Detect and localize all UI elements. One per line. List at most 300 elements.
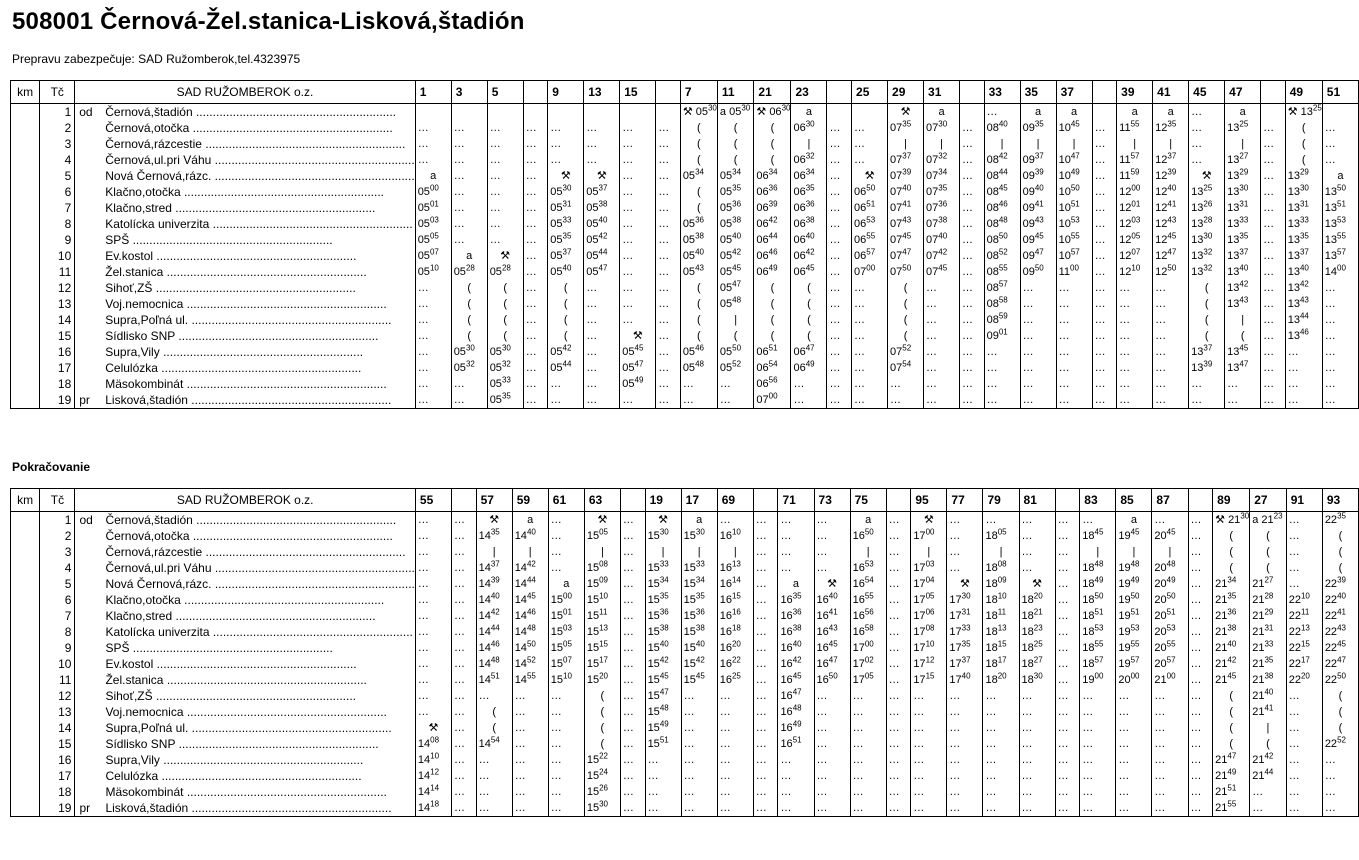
time-cell: …: [1056, 296, 1092, 312]
time-cell: $22^{11}$: [1286, 608, 1322, 624]
time-cell: …: [827, 312, 852, 328]
time-cell: (: [451, 328, 487, 344]
time-cell: $08^{40}$: [984, 120, 1020, 136]
time-cell: $08^{52}$: [984, 248, 1020, 264]
time-cell: …: [1152, 800, 1188, 817]
time-cell: …: [1056, 360, 1092, 376]
time-cell: …: [415, 512, 451, 529]
time-cell: …: [1116, 784, 1152, 800]
time-cell: …: [451, 512, 476, 529]
time-cell: …: [487, 200, 523, 216]
stop-number: 19: [40, 800, 75, 817]
station-label: Klačno,stred: [105, 201, 172, 215]
time-cell: $08^{45}$: [984, 184, 1020, 200]
km-cell: [11, 720, 40, 736]
time-cell: …: [1019, 768, 1055, 784]
time-cell: …: [1285, 360, 1322, 376]
time-cell: …: [983, 752, 1019, 768]
time-cell: (: [754, 152, 791, 168]
time-cell: $05^{36}$: [717, 200, 754, 216]
time-cell: …: [888, 376, 924, 392]
table-row: [11, 120, 1359, 136]
time-cell: …: [791, 376, 827, 392]
station-name: [75, 624, 415, 640]
time-cell: $16^{58}$: [850, 624, 886, 640]
time-cell: …: [1116, 736, 1152, 752]
stop-number: 15: [40, 328, 75, 344]
time-cell: $21^{34}$: [1213, 576, 1250, 592]
leader-dots: ............................................................: [158, 769, 362, 783]
station-name: [75, 376, 415, 392]
table-row: [11, 624, 1359, 640]
time-cell: …: [415, 704, 451, 720]
time-cell: …: [476, 688, 512, 704]
train-number: 83: [1080, 489, 1116, 512]
time-cell: $15^{17}$: [584, 656, 620, 672]
time-cell: $21^{35}$: [1250, 656, 1287, 672]
station-label: Nová Černová,rázc.: [105, 169, 212, 183]
time-cell: (: [1213, 704, 1250, 720]
time-cell: …: [1286, 576, 1322, 592]
time-cell: (: [1213, 560, 1250, 576]
table-row: [11, 608, 1359, 624]
stop-number: 5: [40, 168, 75, 184]
station-name: [75, 656, 415, 672]
time-cell: …: [415, 328, 451, 344]
time-cell: $18^{13}$: [983, 624, 1019, 640]
time-cell: …: [1055, 608, 1080, 624]
station-label: Klačno,otočka: [105, 185, 181, 199]
km-cell: [11, 800, 40, 817]
time-cell: $16^{22}$: [717, 656, 753, 672]
time-cell: …: [451, 768, 476, 784]
time-cell: …: [620, 264, 656, 280]
time-cell: $21^{35}$: [1213, 592, 1250, 608]
time-cell: $21^{29}$: [1250, 608, 1287, 624]
time-cell: $15^{09}$: [584, 576, 620, 592]
time-cell: …: [1285, 376, 1322, 392]
train-number: [451, 489, 476, 512]
time-cell: …: [814, 736, 850, 752]
time-cell: $22^{20}$: [1286, 672, 1322, 688]
time-cell: ⚒ $06^{30}$: [754, 104, 791, 121]
time-cell: …: [886, 720, 911, 736]
time-cell: …: [814, 544, 850, 560]
time-cell: (: [487, 328, 523, 344]
km-cell: [11, 280, 40, 296]
time-cell: (: [680, 184, 717, 200]
station-label: Supra,Poľná ul.: [105, 313, 189, 327]
leader-dots: ............................................................: [180, 185, 385, 199]
time-cell: …: [717, 800, 753, 817]
time-cell: …: [1019, 752, 1055, 768]
stop-number: 2: [40, 120, 75, 136]
station-name: [75, 344, 415, 360]
leader-dots: ............................................................: [209, 625, 413, 639]
stop-number: 1: [40, 512, 75, 529]
leader-dots: ............................................................: [192, 105, 397, 119]
time-cell: …: [1261, 280, 1286, 296]
time-cell: …: [1055, 512, 1080, 529]
train-number: [656, 81, 681, 104]
time-cell: $07^{30}$: [924, 120, 960, 136]
time-cell: $05^{35}$: [487, 392, 523, 409]
time-cell: $07^{38}$: [924, 216, 960, 232]
time-cell: …: [415, 688, 451, 704]
time-cell: …: [1261, 296, 1286, 312]
time-cell: $16^{25}$: [717, 672, 753, 688]
time-cell: …: [415, 344, 451, 360]
time-cell: $15^{03}$: [548, 624, 584, 640]
time-cell: …: [1153, 312, 1189, 328]
time-cell: …: [1080, 800, 1116, 817]
stop-number: 15: [40, 736, 75, 752]
station-name: [75, 608, 415, 624]
time-cell: …: [827, 136, 852, 152]
stop-number: 1: [40, 104, 75, 121]
km-cell: [11, 704, 40, 720]
time-cell: ⚒: [1189, 168, 1225, 184]
time-cell: …: [814, 528, 850, 544]
time-cell: $08^{57}$: [984, 280, 1020, 296]
station-name: [75, 136, 415, 152]
time-cell: …: [415, 280, 451, 296]
time-cell: …: [778, 560, 814, 576]
leader-dots: ............................................................: [159, 345, 364, 359]
time-cell: $13^{42}$: [1225, 280, 1261, 296]
time-cell: (: [584, 704, 620, 720]
time-cell: $21^{47}$: [1213, 752, 1250, 768]
time-cell: …: [415, 592, 451, 608]
km-cell: [11, 296, 40, 312]
time-cell: $21^{00}$: [1152, 672, 1188, 688]
time-cell: …: [476, 784, 512, 800]
table-row: [11, 592, 1359, 608]
time-cell: …: [1092, 264, 1117, 280]
leader-dots: ............................................................: [187, 393, 392, 407]
time-cell: …: [960, 120, 985, 136]
station-name: [75, 768, 415, 784]
station-name: [75, 720, 415, 736]
time-cell: …: [523, 328, 548, 344]
station-label: Ev.kostol: [105, 657, 154, 671]
time-cell: …: [681, 720, 717, 736]
station-name: [75, 104, 415, 121]
table-row: [11, 376, 1359, 392]
time-cell: $22^{50}$: [1322, 672, 1358, 688]
station-name: [75, 200, 415, 216]
train-number: 13: [584, 81, 620, 104]
leader-dots: ............................................................: [129, 233, 333, 247]
time-cell: $16^{13}$: [717, 560, 753, 576]
time-cell: $12^{41}$: [1153, 200, 1189, 216]
time-cell: (: [584, 736, 620, 752]
time-cell: …: [656, 360, 681, 376]
stop-number: 17: [40, 768, 75, 784]
train-number: 45: [1189, 81, 1225, 104]
time-cell: …: [1153, 296, 1189, 312]
time-cell: …: [548, 720, 584, 736]
time-cell: …: [911, 688, 947, 704]
time-cell: a: [1117, 104, 1153, 121]
table-row: [11, 184, 1359, 200]
km-cell: [11, 528, 40, 544]
time-cell: ⚒: [584, 512, 620, 529]
time-cell: (: [754, 280, 791, 296]
time-cell: …: [886, 800, 911, 817]
stop-number: 11: [40, 264, 75, 280]
stop-number: 8: [40, 216, 75, 232]
train-number: [1092, 81, 1117, 104]
train-number: 59: [512, 489, 548, 512]
station-label: Supra,Vily: [105, 753, 160, 767]
time-cell: …: [1225, 376, 1261, 392]
stop-number: 6: [40, 592, 75, 608]
time-cell: [451, 104, 487, 121]
time-cell: [1261, 104, 1286, 121]
time-cell: …: [681, 688, 717, 704]
station-name: [75, 280, 415, 296]
time-cell: …: [584, 360, 620, 376]
table-row: [11, 768, 1359, 784]
stop-number: 2: [40, 528, 75, 544]
leader-dots: ............................................................: [183, 785, 387, 799]
time-cell: …: [584, 152, 620, 168]
time-cell: (: [717, 152, 754, 168]
time-cell: a: [415, 168, 451, 184]
time-cell: (: [1322, 528, 1358, 544]
time-cell: …: [548, 376, 584, 392]
stop-number: 14: [40, 720, 75, 736]
time-cell: …: [523, 360, 548, 376]
time-cell: …: [620, 640, 645, 656]
time-cell: $12^{10}$: [1117, 264, 1153, 280]
time-cell: a: [1116, 512, 1152, 529]
table-row: [11, 232, 1359, 248]
time-cell: (: [1250, 544, 1287, 560]
km-cell: [11, 184, 40, 200]
time-cell: …: [620, 512, 645, 529]
station-name: [75, 184, 415, 200]
time-cell: $06^{36}$: [791, 200, 827, 216]
time-cell: $13^{45}$: [1225, 344, 1261, 360]
time-cell: …: [681, 768, 717, 784]
stop-number: 12: [40, 688, 75, 704]
time-cell: …: [924, 280, 960, 296]
time-cell: (: [1285, 136, 1322, 152]
time-cell: …: [984, 392, 1020, 409]
time-cell: $17^{31}$: [947, 608, 983, 624]
time-cell: $13^{51}$: [1322, 200, 1358, 216]
leader-dots: ............................................................: [189, 529, 393, 543]
time-cell: …: [827, 392, 852, 409]
station-label: Žel.stanica: [105, 265, 164, 279]
time-cell: …: [717, 512, 753, 529]
time-cell: |: [888, 136, 924, 152]
time-cell: |: [1225, 312, 1261, 328]
time-cell: …: [548, 152, 584, 168]
time-cell: …: [620, 392, 656, 409]
time-cell: …: [451, 184, 487, 200]
time-cell: $05^{44}$: [584, 248, 620, 264]
operator-header: SAD RUŽOMBEROK o.z.: [75, 489, 415, 512]
time-cell: …: [512, 720, 548, 736]
time-cell: $05^{28}$: [451, 264, 487, 280]
time-cell: $12^{45}$: [1153, 232, 1189, 248]
time-cell: $13^{31}$: [1225, 200, 1261, 216]
time-cell: …: [620, 720, 645, 736]
km-cell: [11, 392, 40, 409]
time-cell: …: [1152, 768, 1188, 784]
leader-dots: ............................................................: [211, 169, 415, 183]
leader-dots: ............................................................: [188, 801, 392, 815]
time-cell: $12^{43}$: [1153, 216, 1189, 232]
time-cell: $10^{55}$: [1056, 232, 1092, 248]
time-cell: …: [1020, 328, 1056, 344]
station-label: Černová,štadión: [105, 513, 193, 527]
time-cell: …: [1261, 344, 1286, 360]
km-cell: [11, 312, 40, 328]
time-cell: $14^{08}$: [415, 736, 451, 752]
time-cell: $06^{34}$: [791, 168, 827, 184]
leader-dots: ............................................................: [211, 153, 415, 167]
time-cell: $21^{38}$: [1213, 624, 1250, 640]
time-cell: |: [1153, 136, 1189, 152]
time-cell: $13^{35}$: [1225, 232, 1261, 248]
time-cell: |: [984, 136, 1020, 152]
time-cell: $07^{54}$: [888, 360, 924, 376]
time-cell: (: [754, 120, 791, 136]
time-cell: $14^{52}$: [512, 656, 548, 672]
time-cell: …: [1261, 136, 1286, 152]
time-cell: …: [620, 184, 656, 200]
time-cell: $10^{45}$: [1056, 120, 1092, 136]
time-cell: …: [717, 752, 753, 768]
table-row: [11, 248, 1359, 264]
time-cell: …: [960, 312, 985, 328]
time-cell: …: [1080, 720, 1116, 736]
km-cell: [11, 232, 40, 248]
time-cell: $05^{48}$: [680, 360, 717, 376]
time-cell: $13^{50}$: [1322, 184, 1358, 200]
time-cell: …: [1080, 784, 1116, 800]
time-cell: …: [584, 120, 620, 136]
time-cell: $14^{44}$: [476, 624, 512, 640]
time-cell: (: [680, 200, 717, 216]
time-cell: $17^{04}$: [911, 576, 947, 592]
time-cell: …: [620, 216, 656, 232]
time-cell: $12^{01}$: [1117, 200, 1153, 216]
time-cell: $13^{37}$: [1285, 248, 1322, 264]
time-cell: $21^{33}$: [1250, 640, 1287, 656]
time-cell: …: [523, 392, 548, 409]
time-cell: $22^{41}$: [1322, 608, 1358, 624]
time-cell: …: [620, 168, 656, 184]
time-cell: …: [451, 376, 487, 392]
leader-dots: ............................................................: [163, 265, 367, 279]
time-cell: $21^{40}$: [1213, 640, 1250, 656]
time-cell: …: [451, 800, 476, 817]
time-cell: …: [1092, 168, 1117, 184]
time-cell: $05^{47}$: [717, 280, 754, 296]
time-cell: $11^{57}$: [1117, 152, 1153, 168]
time-cell: …: [717, 376, 754, 392]
time-cell: …: [476, 768, 512, 784]
time-cell: …: [947, 544, 983, 560]
time-cell: (: [451, 280, 487, 296]
time-cell: …: [620, 704, 645, 720]
time-cell: $20^{45}$: [1152, 528, 1188, 544]
time-cell: …: [523, 184, 548, 200]
time-cell: $17^{12}$: [911, 656, 947, 672]
time-cell: $06^{32}$: [791, 152, 827, 168]
time-cell: $15^{36}$: [645, 608, 681, 624]
time-cell: $14^{46}$: [512, 608, 548, 624]
station-label: Voj.nemocnica: [105, 705, 184, 719]
time-cell: a $05^{30}$: [717, 104, 754, 121]
time-cell: …: [1019, 560, 1055, 576]
time-cell: $17^{08}$: [911, 624, 947, 640]
time-cell: …: [1188, 592, 1213, 608]
time-cell: $16^{10}$: [717, 528, 753, 544]
time-cell: $15^{35}$: [645, 592, 681, 608]
time-cell: (: [888, 296, 924, 312]
time-cell: …: [523, 376, 548, 392]
table-row: [11, 296, 1359, 312]
time-cell: $05^{30}$: [548, 184, 584, 200]
time-cell: $06^{51}$: [852, 200, 888, 216]
time-cell: …: [620, 528, 645, 544]
time-cell: $06^{51}$: [754, 344, 791, 360]
time-cell: …: [1020, 392, 1056, 409]
time-cell: …: [656, 184, 681, 200]
time-cell: …: [960, 280, 985, 296]
train-number: 71: [778, 489, 814, 512]
time-cell: $05^{47}$: [584, 264, 620, 280]
stop-number: 17: [40, 360, 75, 376]
time-cell: …: [1117, 328, 1153, 344]
time-cell: …: [850, 784, 886, 800]
time-cell: …: [1286, 528, 1322, 544]
station-label: Celulózka: [105, 361, 158, 375]
table-row: [11, 544, 1359, 560]
table-row: [11, 280, 1359, 296]
time-cell: …: [983, 688, 1019, 704]
time-cell: …: [584, 344, 620, 360]
time-cell: …: [1092, 328, 1117, 344]
time-cell: …: [1250, 800, 1287, 817]
time-cell: $16^{15}$: [717, 592, 753, 608]
continuation-label: Pokračovanie: [12, 460, 91, 474]
time-cell: $16^{43}$: [814, 624, 850, 640]
time-cell: …: [960, 136, 985, 152]
stop-number: 14: [40, 312, 75, 328]
time-cell: …: [1055, 704, 1080, 720]
train-number: 95: [911, 489, 947, 512]
time-cell: …: [415, 376, 451, 392]
leader-dots: ............................................................: [202, 545, 406, 559]
time-cell: …: [886, 672, 911, 688]
time-cell: $14^{14}$: [415, 784, 451, 800]
time-cell: …: [656, 296, 681, 312]
time-cell: $05^{38}$: [717, 216, 754, 232]
time-cell: $18^{49}$: [1080, 576, 1116, 592]
time-cell: $18^{48}$: [1080, 560, 1116, 576]
time-cell: …: [548, 560, 584, 576]
time-cell: …: [1152, 704, 1188, 720]
time-cell: …: [1056, 392, 1092, 409]
time-cell: $06^{36}$: [754, 184, 791, 200]
